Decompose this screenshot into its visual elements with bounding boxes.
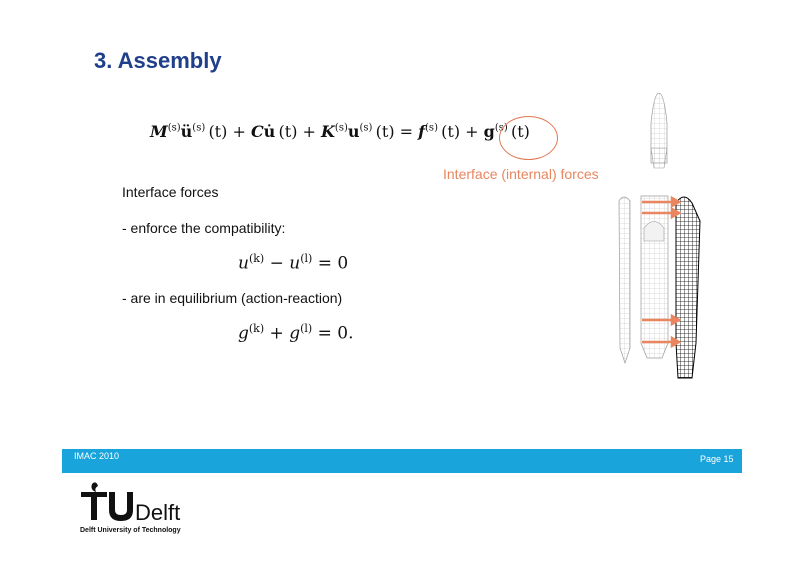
bullet-compatibility: - enforce the compatibility: [122,220,286,236]
highlight-circle [499,116,558,160]
footer-conference-label: IMAC 2010 [74,451,120,461]
slide-title: 3. Assembly [94,48,222,73]
compatibility-equation: $u^{(k)} - u^{(l)} = 0$ [238,252,349,274]
logo-wordmark: Delft [135,500,181,525]
equation-of-motion: $M^{(s)}ü^{(s)}$ (t) + Cu̇ $(t) + K^{(s)}u^{(s)}$ $(t) = f^{(s)}$ $(t) + g^{(s)}$ (t) [150,122,530,141]
interface-forces-heading: Interface forces [122,184,219,200]
university-name: Delft University of Technology [80,527,181,534]
interface-forces-callout: Interface (internal) forces [443,166,599,182]
bullet-equilibrium: - are in equilibrium (action-reaction) [122,290,343,306]
rocket-mesh-illustration [604,93,714,383]
footer-bar [62,449,742,473]
page-number: Page 15 [700,454,734,464]
equilibrium-equation: $g^{(k)} + g^{(l)} = 0$. [238,322,354,344]
